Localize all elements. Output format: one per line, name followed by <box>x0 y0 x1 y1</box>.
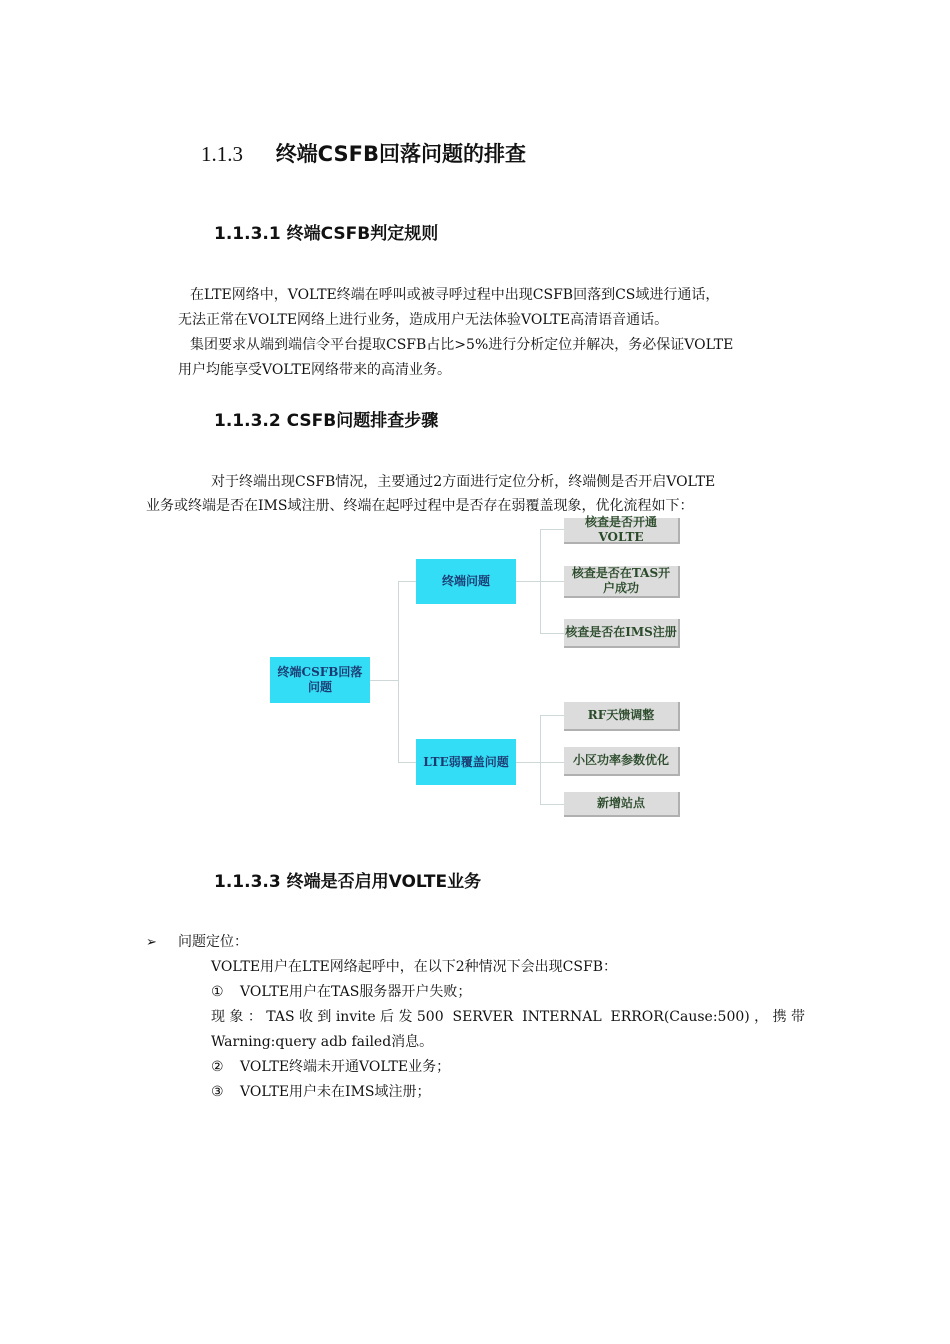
connector <box>540 529 564 530</box>
leaf-node-label: RF天馈调整 <box>587 708 655 722</box>
para1-line1: 在LTE网络中，VOLTE终端在呼叫或被寻呼过程中出现CSFB回落到CS域进行通话， <box>190 287 720 303</box>
item3-text: VOLTE用户未在IMS域注册； <box>240 1084 431 1100</box>
leaf-node-label: 新增站点 <box>596 796 645 810</box>
connector <box>398 581 399 762</box>
leaf-node-label: 核查是否在IMS注册 <box>565 625 677 639</box>
para3-line2: 业务或终端是否在IMS域注册、终端在起呼过程中是否存在弱覆盖现象，优化流程如下： <box>146 498 694 514</box>
heading-label: 1.1.3.3 终端是否启用VOLTE业务 <box>214 872 482 892</box>
connector <box>540 762 564 763</box>
leaf-node <box>564 792 680 817</box>
connector <box>540 804 564 805</box>
connector <box>398 762 416 763</box>
heading-title: 终端CSFB回落问题的排查 <box>275 142 526 166</box>
connector <box>370 680 398 681</box>
item2-text: VOLTE终端未开通VOLTE业务； <box>240 1059 451 1075</box>
leaf-node <box>564 619 680 648</box>
connector <box>515 581 540 582</box>
csfb-flow-diagram <box>260 515 690 825</box>
leaf-node-label: 小区功率参数优化 <box>572 753 669 767</box>
para2-line2: 用户均能享受VOLTE网络带来的高清业务。 <box>178 362 452 378</box>
section-intro: VOLTE用户在LTE网络起呼中，在以下2种情况下会出现CSFB： <box>211 959 617 975</box>
leaf-node <box>564 566 680 598</box>
branch-node-lte-coverage <box>416 739 516 785</box>
item2-marker: ② <box>211 1059 224 1075</box>
leaf-node <box>564 515 680 544</box>
connector <box>540 715 564 716</box>
para1-line2: 无法正常在VOLTE网络上进行业务，造成用户无法体验VOLTE高清语音通话。 <box>178 312 669 328</box>
heading-1-1-3 <box>201 138 526 168</box>
phenomenon-line1: 现象：TAS收到invite后发500 SERVER INTERNAL ERROR(Cause:500)，携带 <box>211 1009 805 1025</box>
phenomenon-line2: Warning:query adb failed消息。 <box>211 1034 434 1050</box>
connector <box>540 633 564 634</box>
heading-1-1-3-2 <box>214 406 438 431</box>
item1-text: VOLTE用户在TAS服务器开户失败； <box>240 984 472 1000</box>
heading-1-1-3-3 <box>214 867 481 892</box>
heading-1-1-3-1 <box>214 219 438 244</box>
root-node <box>270 657 370 703</box>
leaf-node-label: 核查是否开通VOLTE <box>584 515 657 544</box>
heading-label: 1.1.3.2 CSFB问题排查步骤 <box>214 411 439 431</box>
leaf-node <box>564 747 680 776</box>
branch-node-label: LTE弱覆盖问题 <box>423 754 509 769</box>
connector <box>540 715 541 804</box>
branch-node-label: 终端问题 <box>441 574 490 588</box>
para3-line1: 对于终端出现CSFB情况，主要通过2方面进行定位分析，终端侧是否开启VOLTE <box>211 474 716 490</box>
heading-number: 1.1.3 <box>201 142 243 166</box>
connector <box>398 581 416 582</box>
root-node-label: 终端CSFB回落问题 <box>277 665 363 694</box>
section-label: 问题定位： <box>178 934 248 950</box>
connector <box>540 581 564 582</box>
bullet-icon: ➢ <box>146 935 157 950</box>
branch-node-terminal <box>416 559 516 604</box>
leaf-node-label: 核查是否在TAS开户成功 <box>571 566 671 595</box>
para2-line1: 集团要求从端到端信令平台提取CSFB占比>5%进行分析定位并解决，务必保证VOLTE <box>190 337 734 353</box>
connector <box>515 762 540 763</box>
item3-marker: ③ <box>211 1084 224 1100</box>
heading-label: 1.1.3.1 终端CSFB判定规则 <box>214 224 439 244</box>
item1-marker: ① <box>211 984 224 1000</box>
leaf-node <box>564 702 680 731</box>
